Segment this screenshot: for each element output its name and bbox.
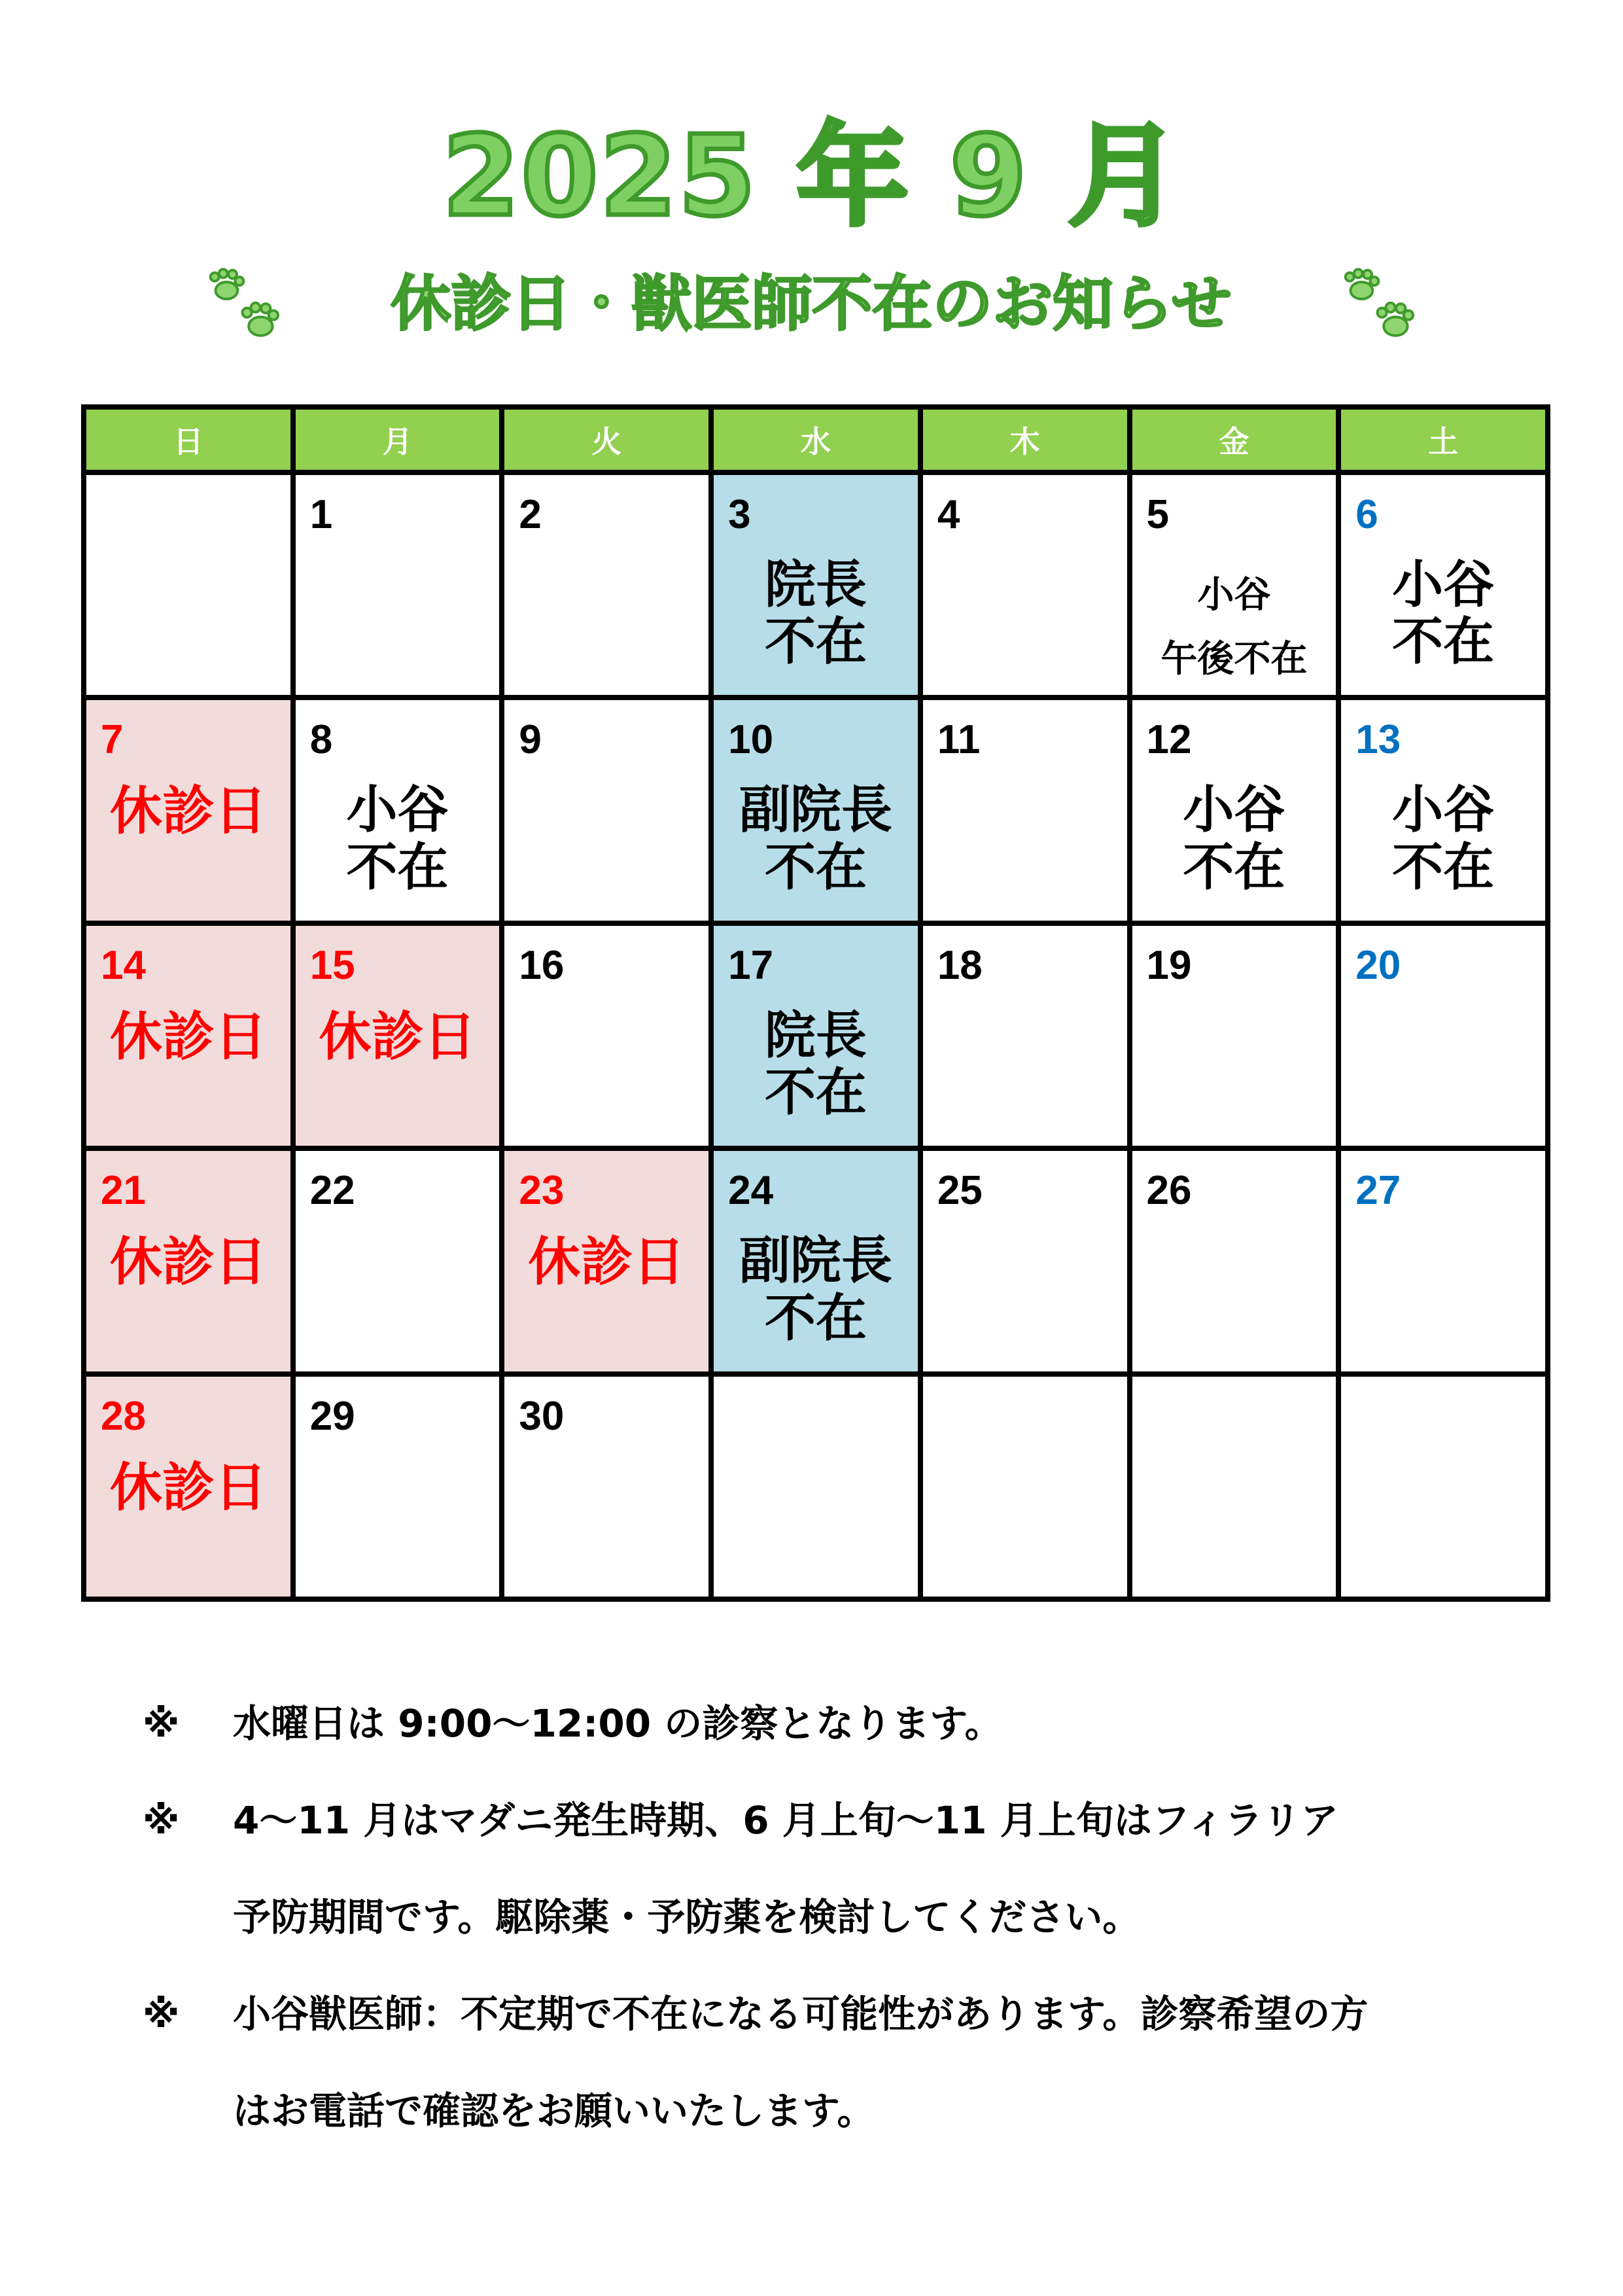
holiday-note: 休診日: [109, 781, 267, 842]
page-title: 2025 年 9 月: [442, 112, 1181, 241]
day-cell-26: [1130, 1148, 1339, 1373]
day-cell-6: [1338, 472, 1548, 698]
page-subtitle: 休診日・獣医師不在のお知らせ: [391, 269, 1232, 339]
day-cell-7: [84, 698, 293, 923]
weekday-tue: 火: [502, 407, 711, 472]
day-cell-3: [711, 472, 920, 698]
day-number: 30: [519, 1393, 565, 1439]
holiday-note: 休診日: [528, 1231, 686, 1293]
day-number: 13: [1355, 717, 1401, 763]
day-number: 4: [937, 492, 960, 537]
day-number: 6: [1355, 492, 1378, 537]
day-cell-2: [502, 472, 711, 698]
day-number: 20: [1355, 942, 1401, 988]
day-cell-19: [1130, 923, 1339, 1148]
absence-note-line2: 不在: [764, 1288, 867, 1348]
day-cell-1: [293, 472, 502, 698]
absence-note: [1341, 782, 1545, 896]
day-number: 9: [519, 717, 542, 763]
day-cell-17: [711, 923, 920, 1148]
weekday-sat: 土: [1338, 407, 1548, 472]
absence-note-line1: 小谷: [346, 781, 449, 840]
day-cell-12: [1130, 698, 1339, 923]
absence-note-line2: 不在: [764, 838, 867, 897]
week-row-5: [84, 1374, 1548, 1599]
absence-note-line1: 院長: [764, 1006, 867, 1065]
day-cell-13: [1338, 698, 1548, 923]
footnote-1: [143, 1675, 1549, 1772]
day-number: 3: [728, 492, 751, 537]
weekday-thu: 木: [920, 407, 1130, 472]
day-number: 5: [1146, 492, 1169, 537]
absence-note: [1341, 557, 1545, 671]
absence-note-line1: 小谷: [1392, 781, 1495, 840]
absence-note-line2: 不在: [1392, 612, 1495, 672]
day-cell-24: [711, 1148, 920, 1373]
absence-note: [714, 557, 918, 671]
day-cell-empty: [1338, 1374, 1548, 1599]
absence-note-line1: 副院長: [739, 1231, 892, 1291]
day-cell-16: [502, 923, 711, 1148]
day-number: 24: [728, 1168, 774, 1214]
absence-note-line1: 小谷: [1197, 574, 1271, 616]
day-cell-20: [1338, 923, 1548, 1148]
holiday-note: 休診日: [109, 1231, 267, 1293]
calendar-table: [81, 404, 1550, 1602]
day-cell-11: [920, 698, 1130, 923]
day-cell-5: [1130, 472, 1339, 698]
day-number: 26: [1146, 1168, 1192, 1214]
holiday-note: 休診日: [109, 1006, 267, 1067]
day-cell-9: [502, 698, 711, 923]
absence-note: [296, 782, 500, 896]
footnote-text: 4～11 月はマダニ発生時期、6 月上旬～11 月上旬はフィラリア: [233, 1798, 1339, 1843]
footnote-text: 予防期間です。駆除薬・予防薬を検討してください。: [233, 1895, 1141, 1939]
subtitle-row: [0, 258, 1623, 357]
absence-note: [714, 782, 918, 896]
day-cell-25: [920, 1148, 1130, 1373]
day-number: 16: [519, 942, 565, 988]
day-number: 1: [309, 492, 333, 537]
paw-icon-left: [203, 265, 288, 350]
day-number: 22: [309, 1168, 355, 1214]
day-number: 2: [519, 492, 542, 537]
day-cell-empty: [920, 1374, 1130, 1599]
day-number: 14: [101, 942, 146, 988]
weekday-mon: 月: [293, 407, 502, 472]
footnote-mark: ※: [143, 1992, 180, 2036]
absence-note-line1: 副院長: [739, 781, 892, 840]
day-number: 29: [309, 1393, 355, 1439]
absence-note: [714, 1233, 918, 1347]
absence-note-line1: 小谷: [1392, 556, 1495, 614]
day-number: 21: [101, 1168, 146, 1214]
day-cell-27: [1338, 1148, 1548, 1373]
paw-icon-right: [1338, 265, 1423, 350]
weekday-wed: 水: [711, 407, 920, 472]
day-cell-30: [502, 1374, 711, 1599]
footnote-2: [143, 1772, 1549, 1869]
absence-note: [1132, 782, 1336, 896]
absence-note-line2: 不在: [1183, 838, 1285, 897]
footnote-text: はお電話で確認をお願いいたします。: [233, 2089, 875, 2133]
footnote-text: 小谷獣医師：不定期で不在になる可能性があります。診察希望の方: [233, 1992, 1369, 2036]
footnote-mark: ※: [143, 1798, 180, 1843]
day-number: 28: [101, 1393, 146, 1439]
day-cell-4: [920, 472, 1130, 698]
day-number: 11: [937, 717, 981, 763]
weekday-header-row: [84, 407, 1548, 472]
day-number: 27: [1355, 1168, 1401, 1214]
absence-note-line2: 不在: [346, 838, 449, 897]
week-row-2: [84, 698, 1548, 923]
footnote-3: [143, 1966, 1549, 2062]
day-cell-23: [502, 1148, 711, 1373]
day-cell-empty: [1130, 1374, 1339, 1599]
day-number: 12: [1146, 717, 1192, 763]
day-cell-22: [293, 1148, 502, 1373]
absence-note: [1132, 563, 1336, 692]
day-number: 23: [519, 1168, 565, 1214]
weekday-sun: 日: [84, 407, 293, 472]
day-number: 25: [937, 1168, 983, 1214]
day-cell-empty: [711, 1374, 920, 1599]
day-number: 8: [309, 717, 333, 763]
day-cell-28: [84, 1374, 293, 1599]
absence-note-line1: 小谷: [1183, 781, 1285, 840]
absence-note-line2: 不在: [764, 1063, 867, 1123]
day-number: 19: [1146, 942, 1192, 988]
day-cell-29: [293, 1374, 502, 1599]
footnote-3-continued: [143, 2062, 1549, 2159]
holiday-note: 休診日: [109, 1457, 267, 1518]
footnote-2-continued: [143, 1869, 1549, 1966]
absence-note-line2: 不在: [1392, 838, 1495, 897]
holiday-note: 休診日: [319, 1006, 476, 1067]
day-number: 7: [101, 717, 124, 763]
day-cell-15: [293, 923, 502, 1148]
day-number: 10: [728, 717, 774, 763]
weekday-fri: 金: [1130, 407, 1339, 472]
day-cell-8: [293, 698, 502, 923]
footnote-text: 水曜日は 9:00～12:00 の診察となります。: [233, 1701, 1003, 1746]
absence-note-line2: 不在: [764, 612, 867, 672]
day-number: 18: [937, 942, 983, 988]
day-number: 15: [309, 942, 355, 988]
day-cell-14: [84, 923, 293, 1148]
day-number: 17: [728, 942, 774, 988]
footnote-mark: ※: [143, 1701, 180, 1746]
day-cell-21: [84, 1148, 293, 1373]
absence-note: [714, 1008, 918, 1122]
week-row-4: [84, 1148, 1548, 1373]
day-cell-empty: [84, 472, 293, 698]
footnotes: [143, 1675, 1549, 2159]
absence-note-line2: 午後不在: [1161, 638, 1308, 680]
absence-note-line1: 院長: [764, 556, 867, 614]
day-cell-18: [920, 923, 1130, 1148]
day-cell-10: [711, 698, 920, 923]
week-row-3: [84, 923, 1548, 1148]
week-row-1: [84, 472, 1548, 698]
